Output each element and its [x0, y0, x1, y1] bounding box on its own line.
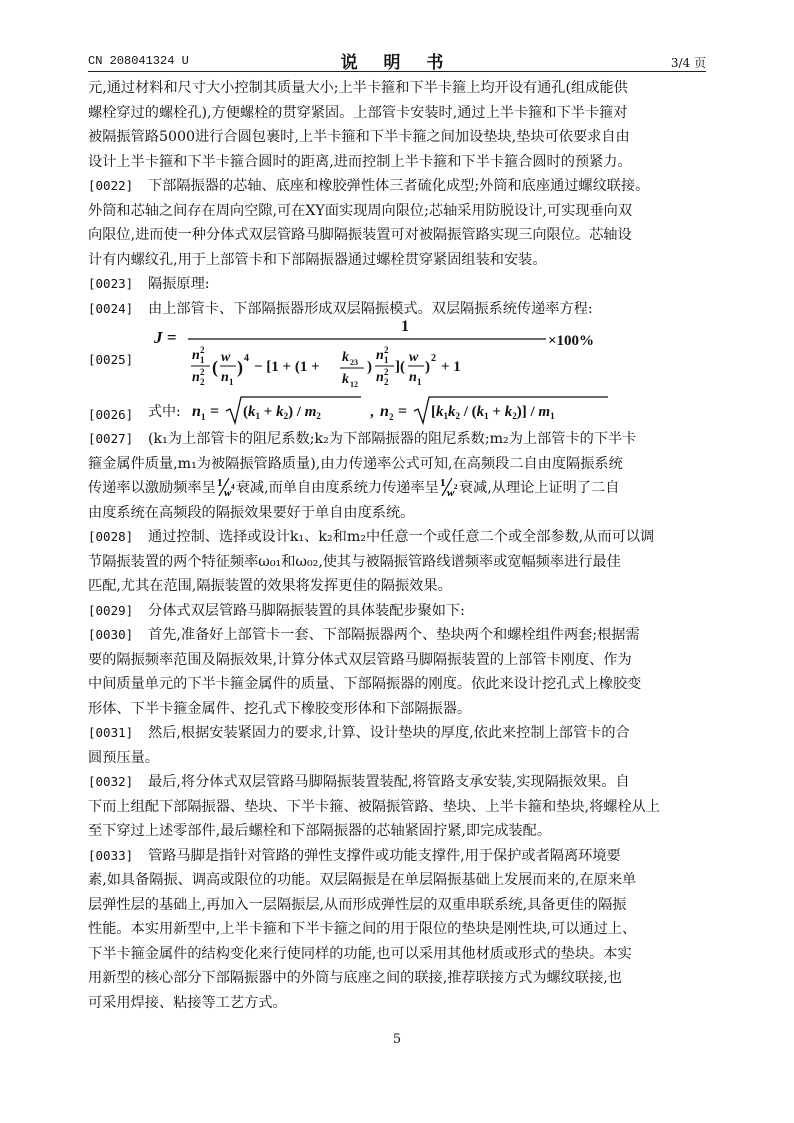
paragraph-line: 隔振原理: [148, 276, 210, 292]
eq-lhs: J = [154, 328, 177, 347]
paragraph-line: 衰减,而单自由度系统力传递率呈 [235, 480, 439, 496]
paragraph-line: 计有内螺纹孔,用于上部管卡和下部隔振器通过螺栓贯穿紧固组装和安装。 [88, 251, 547, 268]
svg-text:n: n [376, 370, 384, 385]
svg-text:n: n [221, 370, 229, 385]
paragraph-line: 性能。本实用新型中,上半卡箍和下半卡箍之间的用于限位的垫块是刚性块,可以通过上、 [88, 921, 637, 937]
svg-text:w: w [223, 487, 232, 498]
svg-text:1: 1 [200, 355, 205, 365]
paragraph-line: 分体式双层管路马脚隔振装置的具体装配步聚如下: [148, 602, 465, 619]
svg-text:2: 2 [200, 345, 205, 355]
svg-text:4: 4 [244, 353, 249, 364]
svg-text:+ 1: + 1 [441, 359, 461, 375]
transmissibility-equation [146, 317, 616, 397]
paragraph-line: 设计上半卡箍和下半卡箍合圆时的距离,进而控制上半卡箍和下半卡箍合圆时的预紧力。 [88, 153, 632, 170]
formula-0026 [88, 397, 706, 427]
svg-text:): ) [237, 357, 243, 377]
fraction-one-over-w4 [216, 476, 236, 498]
paragraph-line: 由度系统在高频段的隔振效果要好于单自由度系统。 [88, 504, 415, 521]
paragraph-number: [0027] [88, 431, 134, 446]
svg-text:2: 2 [384, 345, 389, 355]
paragraph-0027 [88, 427, 706, 525]
svg-text:w: w [221, 350, 231, 365]
natural-frequency-definitions [146, 394, 666, 428]
svg-text:23: 23 [350, 358, 358, 367]
paragraph [88, 272, 706, 297]
paragraph [88, 76, 706, 174]
svg-text:2: 2 [200, 367, 205, 377]
svg-text:4: 4 [230, 483, 235, 491]
paragraph [88, 599, 706, 624]
paragraph-line: 由上部管卡、下部隔振器形成双层隔振模式。双层隔振系统传递率方程: [148, 300, 593, 317]
paragraph-line: 至下穿过上述零部件,最后螺栓和下部隔振器的芯轴紧固拧紧,即完成装配。 [88, 823, 552, 839]
svg-text:1: 1 [384, 355, 389, 365]
paragraph [88, 721, 706, 770]
svg-text:k: k [342, 372, 349, 387]
paragraph-number: [0022] [88, 178, 134, 193]
paragraph-number: [0028] [88, 529, 134, 544]
paragraph-line: 下而上组配下部隔振器、垫块、下半卡箍、被隔振管路、垫块、上半卡箍和垫块,将螺栓从上 [88, 798, 661, 815]
svg-text:(k1 + k2) / m2: $(k_1 + k_2) / m_2$ [243, 404, 321, 421]
paragraph-number: [0029] [88, 602, 134, 618]
paragraph-line: 向限位,进而使一种分体式双层管路马脚隔振装置可对被隔振管路实现三向限位。芯轴设 [88, 227, 632, 243]
svg-text:2: 2 [200, 377, 205, 387]
svg-text:=: = [398, 403, 408, 420]
document-body [88, 76, 706, 1015]
paragraph-line: 中间质量单元的下半卡箍金属件的质量、下部隔振器的刚度。依此来设计挖孔式上橡胶变 [88, 676, 642, 692]
paragraph [88, 525, 706, 599]
page-indicator: 3/4 页 [670, 56, 706, 70]
paragraph [88, 844, 706, 1016]
svg-text:k: k [342, 350, 349, 365]
svg-text:n: n [409, 370, 417, 385]
paragraph [88, 623, 706, 721]
svg-text:1: 1 [229, 377, 234, 387]
svg-text:1: 1 [417, 377, 422, 387]
svg-text:1: 1 [201, 412, 206, 422]
paragraph-line: 最后,将分体式双层管路马脚隔振装置装配,将管路支承安装,实现隔振效果。自 [148, 774, 630, 790]
paragraph-line: 素,如具备隔振、调高或限位的功能。双层隔振是在单层隔振基础上发展而来的,在原来单 [88, 872, 637, 888]
fraction-one-over-w2 [439, 476, 459, 498]
paragraph-line: 箍金属件质量,m₁为被隔振管路质量),由力传递率公式可知,在高频段二自由度隔振系统 [88, 455, 623, 472]
paragraph-line: 然后,根据安装紧固力的要求,计算、设计垫块的厚度,依此来控制上部管卡的合 [148, 725, 630, 741]
paragraph [88, 174, 706, 272]
paragraph-line: 传递率以激励频率呈 [88, 480, 216, 496]
svg-text:n: n [380, 403, 389, 420]
paragraph-line: 可采用焊接、粘接等工艺方式。 [88, 994, 287, 1011]
paragraph-line: 下部隔振器的芯轴、底座和橡胶弹性体三者硫化成型;外筒和底座通过螺纹联接。 [148, 178, 650, 194]
svg-text:w: w [446, 487, 455, 498]
eq-prefix: 式中: [148, 404, 181, 420]
svg-text:n: n [192, 403, 201, 420]
paragraph-number: [0025] [88, 352, 134, 367]
svg-text:12: 12 [350, 380, 358, 389]
document-title: 说 明 书 [340, 53, 454, 73]
paragraph-line: (k₁为上部管卡的阻尼系数;k₂为下部隔振器的阻尼系数;m₂为上部管卡的下半卡 [148, 431, 637, 447]
paragraph-number: [0024] [88, 300, 134, 316]
eq-suffix: ×100% [548, 333, 595, 349]
svg-text:n: n [192, 348, 200, 363]
svg-text:2: 2 [431, 353, 436, 364]
header-rule [88, 71, 706, 72]
page-header [88, 50, 706, 72]
paragraph-line: 圆预压量。 [88, 749, 159, 766]
paragraph-line: 节隔振装置的两个特征频率ω₀₁和ω₀₂,使其与被隔振管路线谱频率或宽幅频率进行最佳 [88, 553, 621, 570]
svg-text:− [1 + (1 +: − [1 + (1 + [254, 359, 320, 375]
paragraph-number: [0026] [88, 407, 134, 422]
paragraph-line: 管路马脚是指针对管路的弹性支撑件或功能支撑件,用于保护或者隔离环境要 [148, 847, 621, 864]
svg-text:n: n [376, 348, 384, 363]
svg-text:2: 2 [389, 412, 394, 422]
svg-text:2: 2 [384, 367, 389, 377]
paragraph-line: 层弹性层的基础上,再加入一层隔振层,从而形成弹性层的双重串联系统,具备更佳的隔振 [88, 896, 627, 913]
paragraph-line: 被隔振管路5000进行合圆包裹时,上半卡箍和下半卡箍之间加设垫块,垫块可依要求自由 [88, 129, 630, 145]
svg-text:(: ( [212, 357, 218, 377]
paragraph-number: [0030] [88, 627, 134, 642]
paragraph [88, 770, 706, 844]
svg-text:](: ]( [395, 359, 405, 375]
svg-text:2: 2 [453, 483, 458, 491]
formula-0025 [88, 318, 706, 395]
paragraph-line: 衰减,从理论上证明了二自 [458, 480, 620, 496]
svg-text:1: 1 [216, 477, 223, 489]
paragraph-number: [0033] [88, 847, 134, 863]
paragraph-line: 螺栓穿过的螺栓孔),方便螺栓的贯穿紧固。上部管卡安装时,通过上半卡箍和下半卡箍对 [88, 104, 628, 121]
paragraph-line: 元,通过材料和尺寸大小控制其质量大小;上半卡箍和下半卡箍上均开设有通孔(组成能供 [88, 80, 628, 96]
paragraph-line: 匹配,尤其在范围,隔振装置的效果将发挥更佳的隔振效果。 [88, 578, 452, 594]
paragraph-number: [0023] [88, 276, 134, 291]
patent-number: CN 208041324 U [88, 54, 189, 68]
paragraph-line: 要的隔振频率范围及隔振效果,计算分体式双层管路马脚隔振装置的上部管卡刚度、作为 [88, 651, 632, 668]
paragraph-line: 首先,准备好上部管卡一套、下部隔振器两个、垫块两个和螺栓组件两套;根据需 [148, 627, 640, 643]
paragraph-number: [0032] [88, 774, 134, 789]
svg-text:=: = [210, 403, 220, 420]
svg-text:): ) [367, 359, 372, 375]
page-number: 5 [392, 1032, 402, 1047]
paragraph-line: 用新型的核心部分下部隔振器中的外筒与底座之间的联接,推荐联接方式为螺纹联接,也 [88, 970, 622, 986]
paragraph-line: 下半卡箍金属件的结构变化来行使同样的功能,也可以采用其他材质或形式的垫块。本实 [88, 945, 632, 962]
paragraph-line: 形体、下半卡箍金属件、挖孔式下橡胶变形体和下部隔振器。 [88, 700, 472, 717]
svg-text:[k1k2 / (k1 + k2)] / m1: $[k_1k_2 / (k_1 + k_2)] / m_1$ [431, 404, 555, 421]
paragraph-line: 外筒和芯轴之间存在周向空隙,可在XY面实现周向限位;芯轴采用防脱设计,可实现垂向双 [88, 202, 633, 219]
svg-text:,: , [370, 404, 374, 420]
svg-text:w: w [409, 350, 419, 365]
paragraph-line: 通过控制、选择或设计k₁、k₂和m₂中任意一个或任意二个或全部参数,从而可以调 [148, 529, 655, 545]
svg-text:n: n [192, 370, 200, 385]
svg-text:): ) [425, 359, 430, 375]
svg-text:2: 2 [384, 377, 389, 387]
svg-text:1: 1 [439, 477, 446, 489]
paragraph-number: [0031] [88, 725, 134, 740]
eq-numerator: 1 [401, 318, 409, 335]
